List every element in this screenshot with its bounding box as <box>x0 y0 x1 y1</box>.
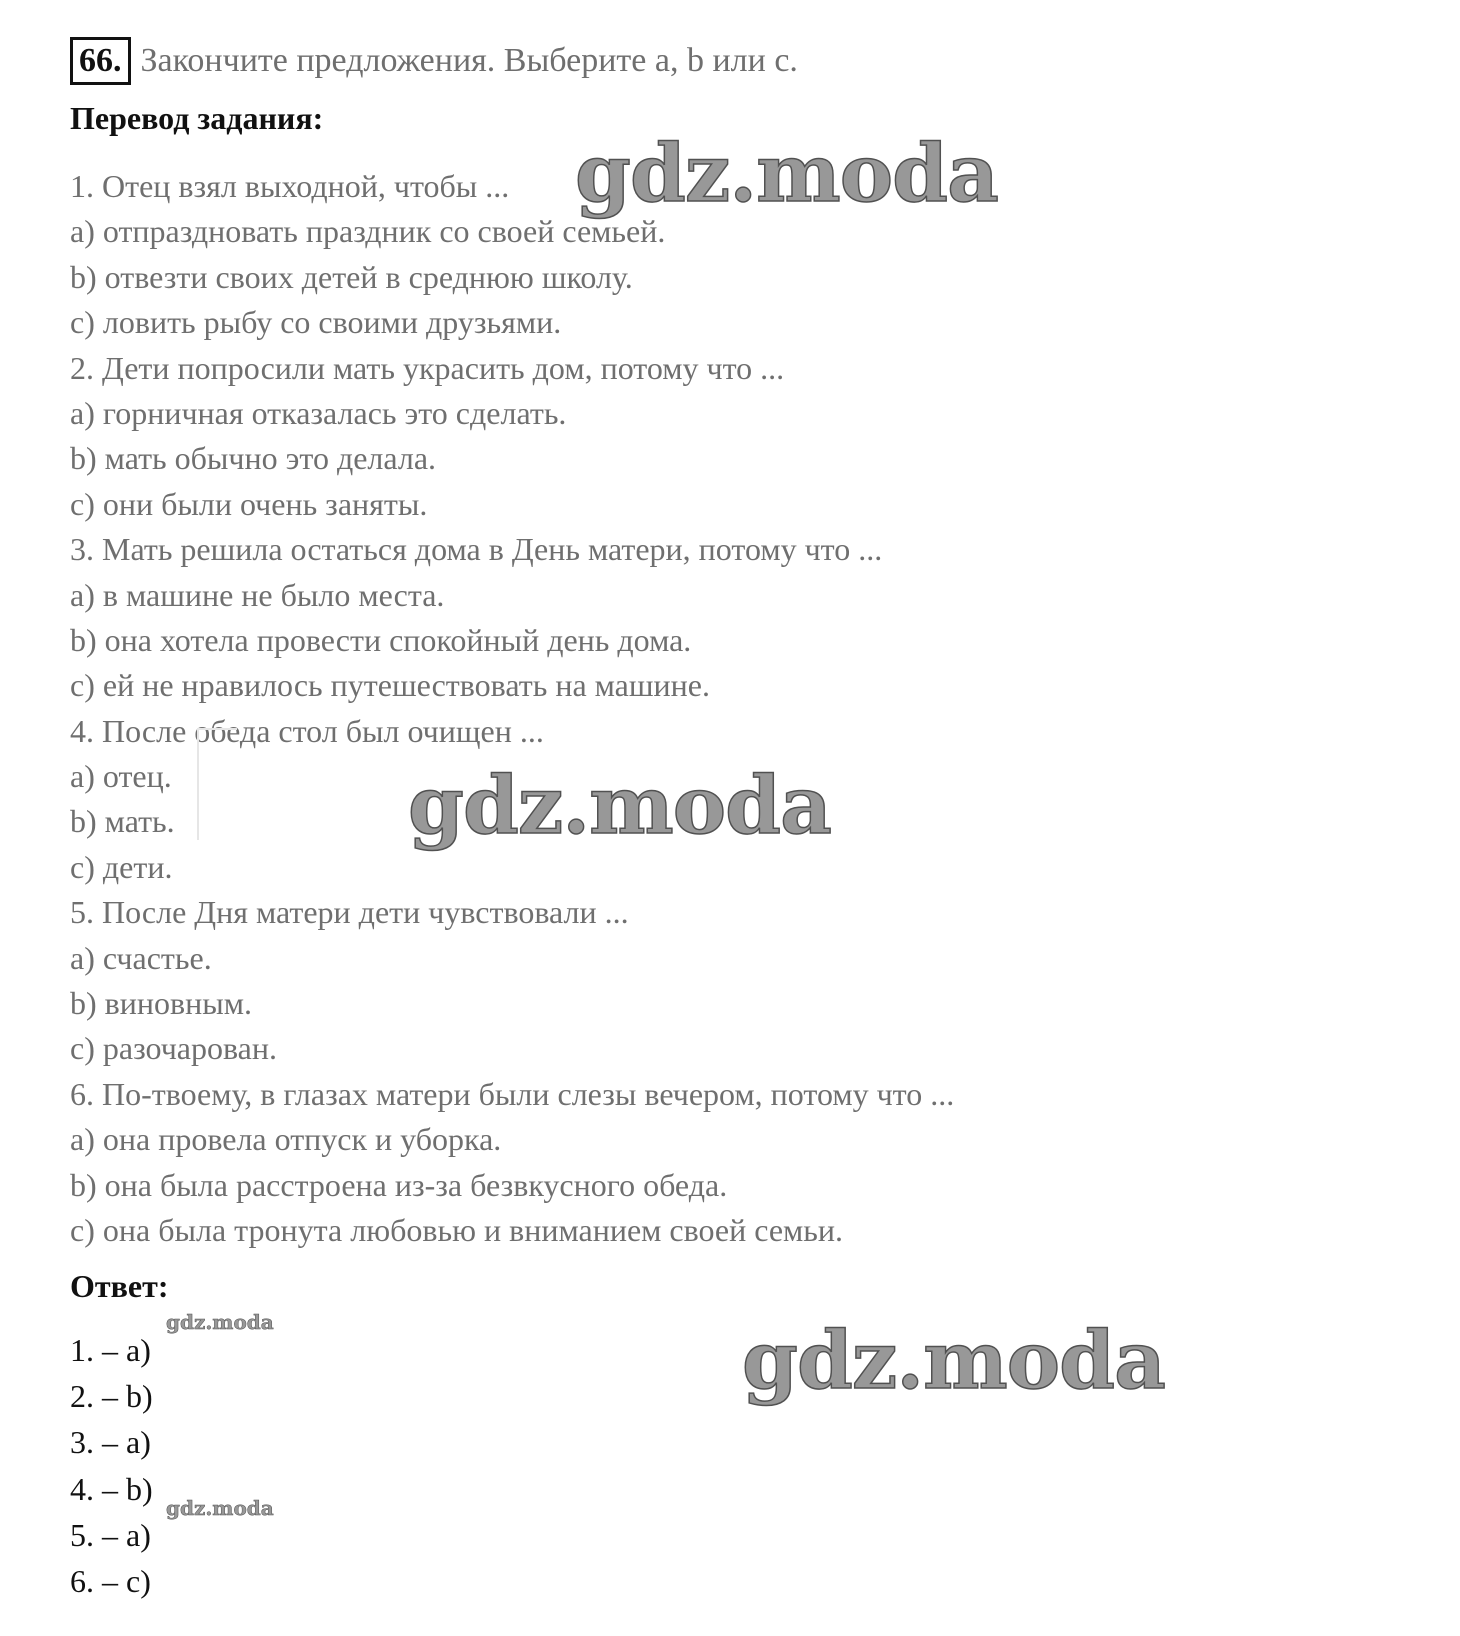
option-line: b) виновным. <box>70 985 252 1022</box>
question-line: 5. После Дня матери дети чувствовали ... <box>70 894 629 931</box>
answer-list <box>70 1327 153 1604</box>
watermark-logo: gdz.moda <box>742 1313 1165 1407</box>
watermark-logo-small: gdz.moda <box>166 1310 274 1334</box>
option-line: c) ей не нравилось путешествовать на машине. <box>70 667 710 704</box>
watermark-logo: gdz.moda <box>575 126 998 220</box>
answer-item: 6. – c) <box>70 1562 151 1599</box>
option-line: c) она была тронута любовью и вниманием своей семьи. <box>70 1211 843 1248</box>
watermark-logo-small: gdz.moda <box>166 1496 274 1520</box>
translation-title: Перевод задания: <box>70 100 324 136</box>
answer-item: 4. – b) <box>70 1470 153 1507</box>
task-instruction: Закончите предложения. Выберите a, b или c. <box>140 42 798 79</box>
option-line: c) ловить рыбу со своими друзьями. <box>70 304 562 341</box>
option-line: a) в машине не было места. <box>70 576 445 613</box>
question-line: 1. Отец взял выходной, чтобы ... <box>70 168 510 204</box>
answer-item: 2. – b) <box>70 1378 153 1415</box>
translation-lines <box>70 164 1410 1253</box>
option-line: c) дети. <box>70 848 173 885</box>
answer-item: 3. – a) <box>70 1424 151 1461</box>
task-header <box>70 36 798 86</box>
question-line: 2. Дети попросили мать украсить дом, потому что ... <box>70 349 785 386</box>
option-line: a) отец. <box>70 758 172 795</box>
faint-frame-mark <box>197 728 237 840</box>
option-line: a) счастье. <box>70 939 212 976</box>
question-line: 3. Мать решила остаться дома в День матери, потому что ... <box>70 531 883 568</box>
option-line: b) мать обычно это делала. <box>70 440 437 477</box>
option-line: c) разочарован. <box>70 1030 277 1067</box>
question-line: 6. По-твоему, в глазах матери были слезы вечером, потому что ... <box>70 1075 955 1112</box>
answer-title: Ответ: <box>70 1268 169 1304</box>
task-number-box: 66. <box>70 37 131 85</box>
option-line: b) отвезти своих детей в среднюю школу. <box>70 258 633 295</box>
answer-item: 1. – a) <box>70 1332 151 1368</box>
question-line: 4. После обеда стол был очищен ... <box>70 712 544 749</box>
option-line: c) они были очень заняты. <box>70 485 428 522</box>
option-line: b) она хотела провести спокойный день дома. <box>70 621 692 658</box>
answer-item: 5. – a) <box>70 1516 151 1553</box>
option-line: a) она провела отпуск и уборка. <box>70 1121 502 1158</box>
option-line: b) она была расстроена из-за безвкусного обеда. <box>70 1166 728 1203</box>
option-line: a) отпраздновать праздник со своей семьей. <box>70 213 666 250</box>
watermark-logo: gdz.moda <box>408 758 831 852</box>
option-line: a) горничная отказалась это сделать. <box>70 394 567 431</box>
option-line: b) мать. <box>70 803 175 840</box>
